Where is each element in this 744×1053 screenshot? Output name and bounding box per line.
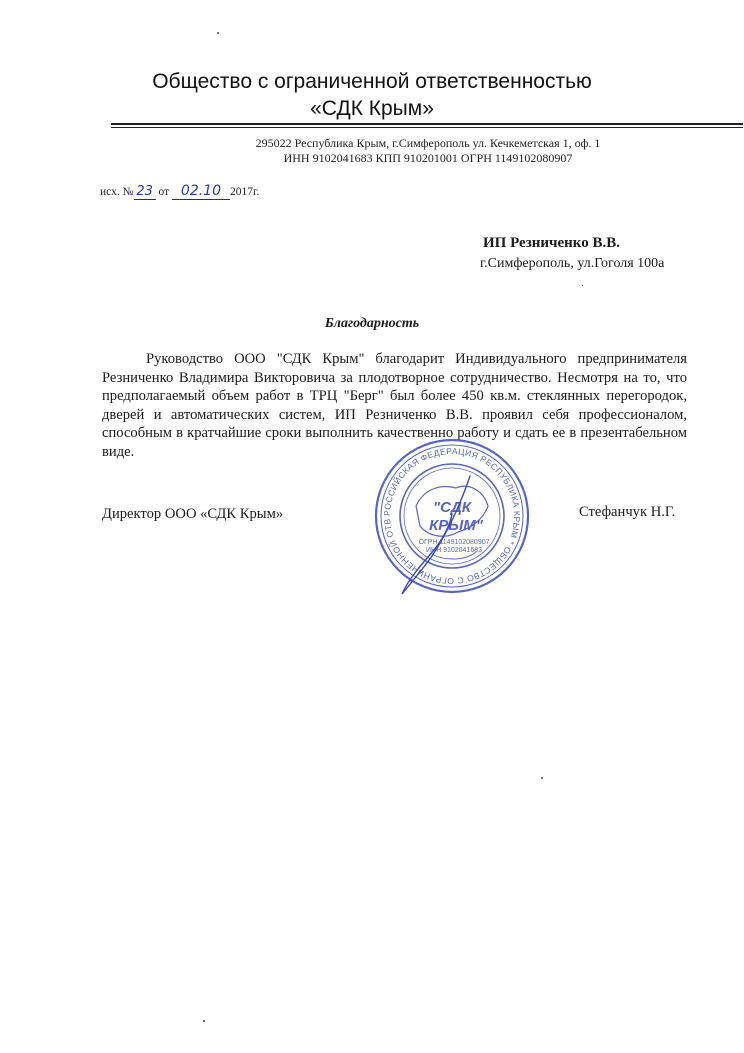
scan-speck [541, 777, 543, 779]
stamp-center-line1: "СДК [433, 499, 471, 516]
reference-year: 2017г. [229, 186, 260, 198]
stamp-id-line1: ОГРН 1149102080907 [418, 539, 490, 546]
recipient-address: г.Симферополь, ул.Гоголя 100а [480, 256, 665, 271]
registration-line: ИНН 9102041683 КПП 910201001 ОГРН 1149102080907 [283, 151, 573, 165]
header-rule-thin [111, 127, 743, 128]
company-name-line2: «СДК Крым» [310, 97, 434, 120]
letter-body: Руководство ООО "СДК Крым" благодарит Индивидуального предпринимателя Резниченко Владимира Викторовича за плодотворное сотрудничество. Несмотря на то, что предполагаемый объем работ в ТРЦ "Берг" был более 450 кв.м. стеклянных перегородок, дверей и автоматических систем, ИП Резниченко В.В. проявил себя профессионалом, способным в кратчайшие сроки выполнить качественно работу и сдать ее в презентабельном виде. [102, 351, 687, 460]
reference-date: 02.10 [180, 183, 222, 199]
director-signature [392, 470, 482, 600]
reference-prefix: исх. № [100, 186, 134, 198]
scan-speck [582, 285, 583, 286]
reference-number: 23 [136, 184, 153, 199]
address-line: 295022 Республика Крым, г.Симферополь ул. Кечкеметская 1, оф. 1 [255, 136, 601, 150]
header-rule-thick [111, 123, 743, 125]
reference-from-label: от [158, 186, 170, 198]
scan-speck [203, 1020, 205, 1022]
signatory-position: Директор ООО «СДК Крым» [102, 506, 284, 522]
stamp-ring-text: РОССИЙСКАЯ ФЕДЕРАЦИЯ РЕСПУБЛИКА КРЫМ * ОБЩЕСТВО С ОГРАНИЧЕННОЙ ОТВ [381, 445, 523, 587]
company-name-line1: Общество с ограниченной ответственностью [152, 70, 592, 93]
stamp-center-line2: КРЫМ" [429, 517, 483, 534]
signatory-name: Стефанчук Н.Г. [579, 504, 676, 520]
outgoing-reference [100, 183, 259, 200]
recipient-name: ИП Резниченко В.В. [483, 235, 620, 251]
scan-speck [217, 32, 219, 34]
letter-title: Благодарность [324, 316, 420, 331]
stamp-id-line2: ИНН 9102041683 [425, 547, 483, 554]
